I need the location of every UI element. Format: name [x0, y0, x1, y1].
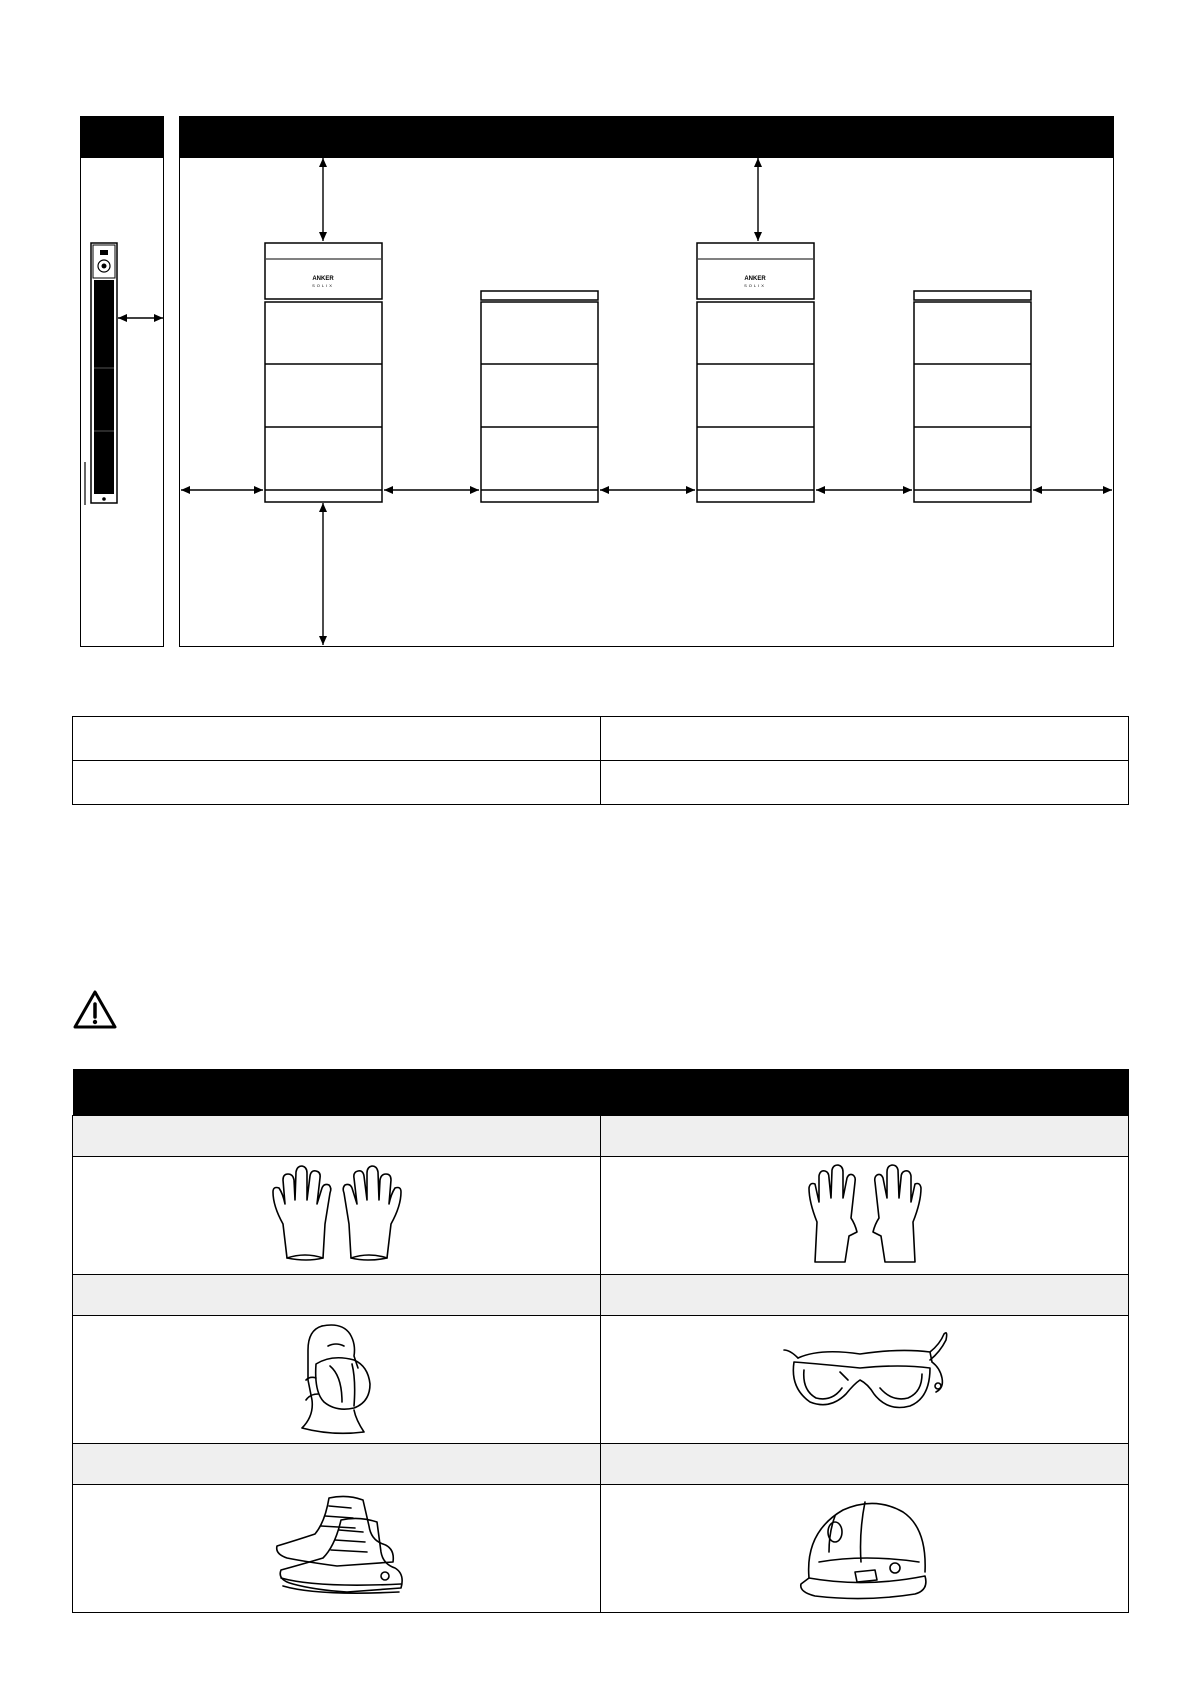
ppe-image-cell [601, 1485, 1129, 1613]
battery-stack-2 [481, 291, 598, 502]
svg-text:SOLIX: SOLIX [744, 283, 766, 288]
safety-goggles-icon [780, 1328, 950, 1428]
svg-text:ANKER: ANKER [744, 276, 766, 282]
ppe-label [601, 1275, 1129, 1316]
ppe-header-cell [601, 1069, 1129, 1116]
ppe-header-cell [73, 1069, 601, 1116]
ppe-image-cell [73, 1316, 601, 1444]
insulated-gloves-icon [805, 1162, 925, 1266]
table-cell [73, 761, 601, 805]
ppe-image-row [73, 1157, 1129, 1275]
ppe-table [72, 1069, 1129, 1613]
table-cell [601, 717, 1129, 761]
battery-stack-1 [265, 243, 382, 502]
ppe-label [601, 1444, 1129, 1485]
ppe-image-cell [601, 1316, 1129, 1444]
work-gloves-icon [267, 1162, 407, 1266]
table-row [73, 717, 1129, 761]
table-cell [73, 717, 601, 761]
warning-icon [72, 989, 118, 1031]
ppe-label-row [73, 1275, 1129, 1316]
table-cell [601, 761, 1129, 805]
respirator-mask-icon [292, 1320, 382, 1436]
table-row [73, 761, 1129, 805]
ppe-label-row [73, 1444, 1129, 1485]
ppe-label [73, 1116, 601, 1157]
ppe-image-cell [73, 1157, 601, 1275]
ppe-image-cell [601, 1157, 1129, 1275]
hard-hat-icon [795, 1492, 935, 1602]
ppe-header-row [73, 1069, 1129, 1116]
battery-stack-3 [697, 243, 814, 502]
ppe-image-cell [73, 1485, 601, 1613]
ppe-image-row [73, 1316, 1129, 1444]
ppe-image-row [73, 1485, 1129, 1613]
ppe-label [601, 1116, 1129, 1157]
clearance-diagram [0, 0, 1191, 700]
ppe-label-row [73, 1116, 1129, 1157]
clearance-table [72, 716, 1129, 805]
svg-text:ANKER: ANKER [312, 276, 334, 282]
side-view-unit [85, 243, 117, 505]
svg-text:SOLIX: SOLIX [312, 283, 334, 288]
ppe-label [73, 1275, 601, 1316]
ppe-label [73, 1444, 601, 1485]
safety-boots-icon [267, 1492, 407, 1602]
battery-stack-4 [914, 291, 1031, 502]
